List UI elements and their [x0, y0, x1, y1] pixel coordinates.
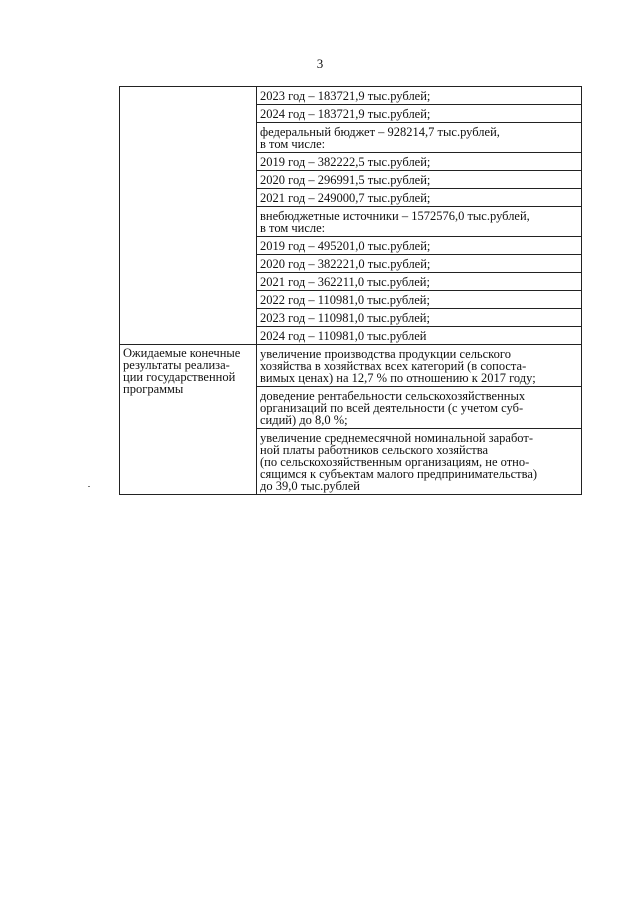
expected-results-label: Ожидаемые конечные результаты реализа- ции государственной программы	[123, 346, 241, 396]
funding-entry: 2019 год – 382222,5 тыс.рублей;	[257, 153, 581, 171]
funding-row-label-cell	[120, 87, 257, 345]
funding-row	[120, 87, 582, 345]
funding-row-values-cell	[257, 87, 582, 345]
funding-entry: 2020 год – 382221,0 тыс.рублей;	[257, 255, 581, 273]
program-table	[119, 86, 582, 495]
expected-result-entry: доведение рентабельности сельскохозяйственных организаций по всей деятельности (с учетом суб- сидий) до 8,0 %;	[257, 387, 581, 429]
scan-speck	[88, 486, 90, 487]
funding-entry: федеральный бюджет – 928214,7 тыс.рублей, в том числе:	[257, 123, 581, 153]
expected-results-list	[257, 345, 581, 494]
expected-results-row	[120, 345, 582, 495]
funding-entry: 2024 год – 183721,9 тыс.рублей;	[257, 105, 581, 123]
funding-entry: 2024 год – 110981,0 тыс.рублей	[260, 329, 427, 343]
funding-entries-list	[257, 87, 581, 344]
funding-entry: 2021 год – 362211,0 тыс.рублей;	[257, 273, 581, 291]
expected-result-entry: увеличение производства продукции сельского хозяйства в хозяйствах всех категорий (в сопоста- вимых ценах) на 12,7 % по отношению к 2017 году;	[257, 345, 581, 387]
funding-entry: 2022 год – 110981,0 тыс.рублей;	[257, 291, 581, 309]
page-number: 3	[316, 56, 324, 71]
expected-results-label-cell	[120, 345, 257, 495]
expected-result-entry: увеличение среднемесячной номинальной заработ- ной платы работников сельского хозяйства (по сельскохозяйственным организациям, не отно- сящимся к субъектам малого предпринимательства) до 39,0 тыс.рублей	[260, 431, 538, 493]
funding-entry: 2019 год – 495201,0 тыс.рублей;	[257, 237, 581, 255]
funding-row-label	[120, 87, 256, 89]
funding-entry: внебюджетные источники – 1572576,0 тыс.рублей, в том числе:	[257, 207, 581, 237]
funding-entry: 2023 год – 110981,0 тыс.рублей;	[257, 309, 581, 327]
expected-results-values-cell	[257, 345, 582, 495]
funding-entry: 2021 год – 249000,7 тыс.рублей;	[257, 189, 581, 207]
funding-entry: 2020 год – 296991,5 тыс.рублей;	[257, 171, 581, 189]
funding-entry: 2023 год – 183721,9 тыс.рублей;	[257, 87, 581, 105]
